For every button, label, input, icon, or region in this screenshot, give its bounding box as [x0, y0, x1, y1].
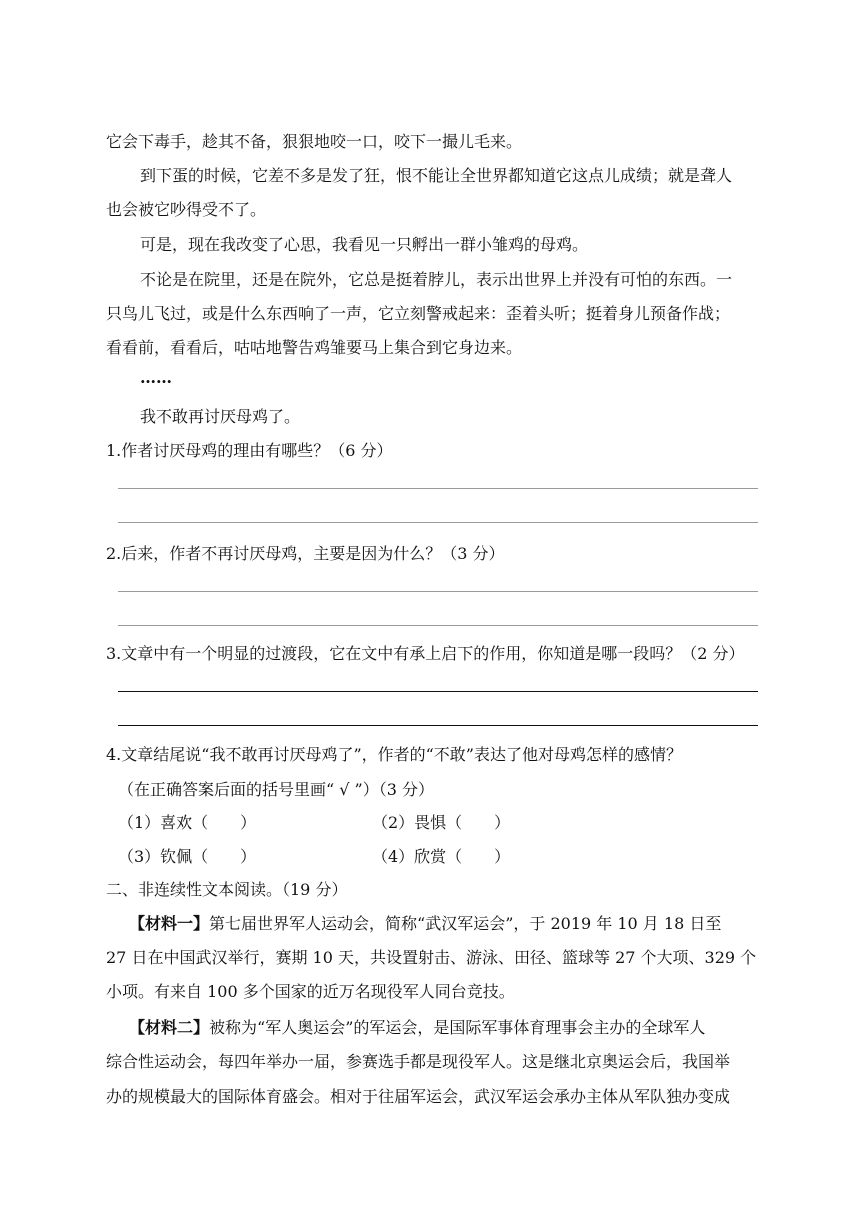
material-2-line: 办的规模最大的国际体育盛会。相对于往届军运会，武汉军运会承办主体从军队独办变成 — [106, 1087, 731, 1106]
option-3[interactable]: （3）钦佩（ ） — [118, 847, 257, 866]
passage-line: 我不敢再讨厌母鸡了。 — [140, 407, 301, 426]
material-2-label: 【材料二】 — [129, 1018, 210, 1037]
answer-line[interactable] — [118, 691, 758, 692]
question-4: 4.文章结尾说“我不敢再讨厌母鸡了”，作者的“不敢”表达了他对母鸡怎样的感情？ — [106, 745, 682, 764]
passage-line: 可是，现在我改变了心思，我看见一只孵出一群小雏鸡的母鸡。 — [140, 235, 589, 254]
section-2-heading: 二、非连续性文本阅读。（19 分） — [106, 880, 348, 899]
passage-line: 只鸟儿飞过，或是什么东西响了一声，它立刻警戒起来：歪着头听；挺着身儿预备作战； — [106, 304, 731, 323]
material-1-line: 小项。有来自 100 多个国家的近万名现役军人同台竞技。 — [106, 982, 515, 1001]
material-2-line: 综合性运动会，每四年举办一届，参赛选手都是现役军人。这是继北京奥运会后，我国举 — [106, 1052, 731, 1071]
material-2-line: 【材料二】被称为“军人奥运会”的军运会，是国际军事体育理事会主办的全球军人 — [129, 1018, 706, 1037]
material-1-line: 【材料一】第七届世界军人运动会，简称“武汉军运会”，于 2019 年 10 月 18 日至 — [129, 914, 722, 933]
material-1-label: 【材料一】 — [129, 914, 210, 933]
passage-line: 看看前，看看后，咕咕地警告鸡雏要马上集合到它身边来。 — [106, 338, 523, 357]
answer-line[interactable] — [118, 725, 758, 726]
passage-line: 也会被它吵得受不了。 — [106, 200, 267, 219]
passage-line: 它会下毒手，趁其不备，狠狠地咬一口，咬下一撮儿毛来。 — [106, 132, 523, 151]
question-1: 1.作者讨厌母鸡的理由有哪些？（6 分） — [106, 441, 393, 460]
passage-line: 到下蛋的时候，它差不多是发了狂，恨不能让全世界都知道它这点儿成绩；就是聋人 — [140, 166, 733, 185]
question-4-instruction: （在正确答案后面的括号里画“ √ ”）（3 分） — [118, 780, 434, 799]
option-2[interactable]: （2）畏惧（ ） — [372, 813, 511, 832]
answer-line[interactable] — [118, 522, 758, 523]
option-4[interactable]: （4）欣赏（ ） — [372, 847, 511, 866]
question-2: 2.后来，作者不再讨厌母鸡，主要是因为什么？（3 分） — [106, 544, 505, 563]
ellipsis: …… — [140, 368, 172, 387]
answer-line[interactable] — [118, 488, 758, 489]
passage-line: 不论是在院里，还是在院外，它总是挺着脖儿，表示出世界上并没有可怕的东西。一 — [140, 270, 733, 289]
answer-line[interactable] — [118, 591, 758, 592]
option-1[interactable]: （1）喜欢（ ） — [118, 813, 257, 832]
question-3: 3.文章中有一个明显的过渡段，它在文中有承上启下的作用，你知道是哪一段吗？（2 分） — [106, 644, 745, 663]
material-1-line: 27 日在中国武汉举行，赛期 10 天，共设置射击、游泳、田径、篮球等 27 个大项、329 个 — [106, 948, 757, 967]
answer-line[interactable] — [118, 625, 758, 626]
